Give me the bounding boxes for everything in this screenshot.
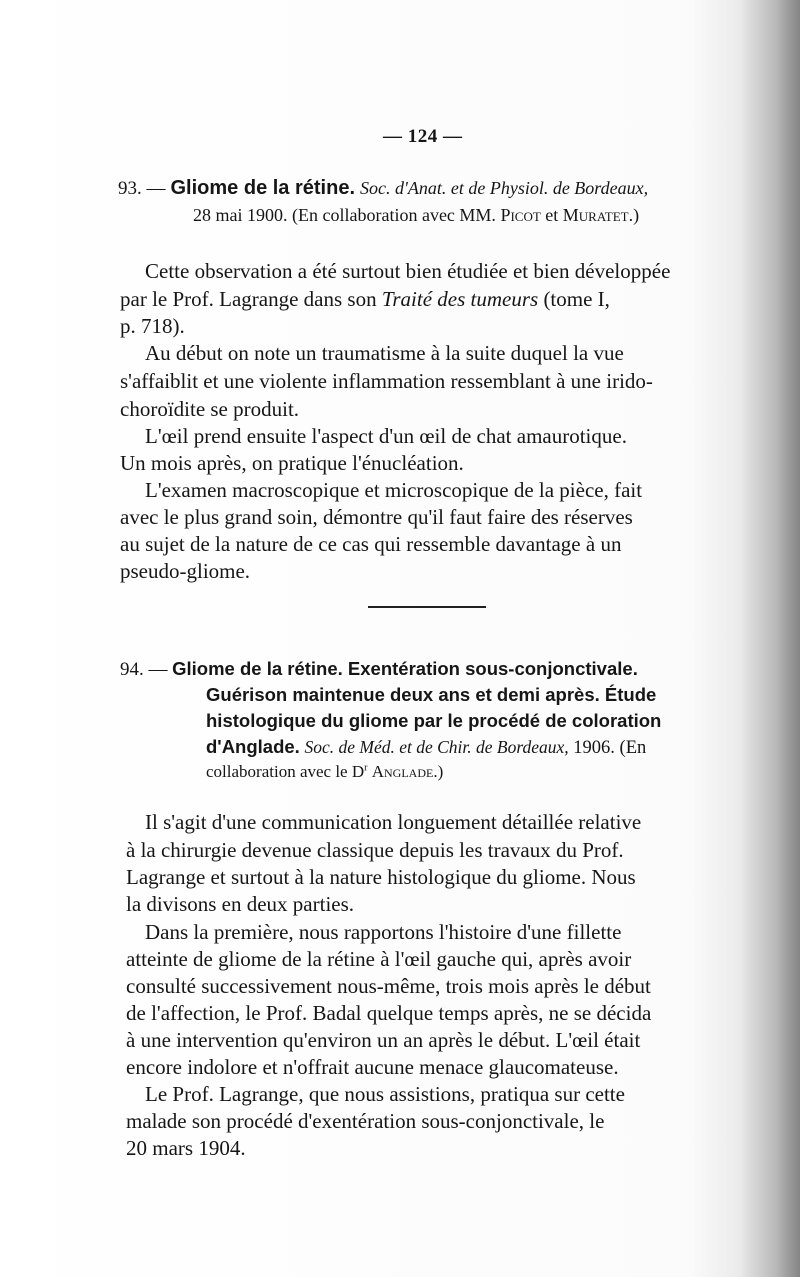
entry-94-number: 94. — (120, 659, 168, 680)
entry-94-collab-sup: r (364, 762, 368, 774)
entry-94-line: 20 mars 1904. (126, 1136, 246, 1160)
entry-93-line: p. 718). (120, 314, 185, 338)
entry-93-line (120, 287, 610, 312)
section-divider (368, 606, 486, 608)
entry-94-line: à une intervention qu'environ un an après le début. L'œil était (126, 1028, 641, 1052)
entry-94-line: encore indolore et n'offrait aucune menace glaucomateuse. (126, 1055, 619, 1079)
entry-93-line: Au début on note un traumatisme à la suite duquel la vue (145, 341, 624, 365)
entry-93-line: s'affaiblit et une violente inflammation ressemblant à une irido- (120, 369, 653, 393)
entry-93-collab-name1: Picot (500, 205, 541, 225)
entry-94-collab-name: Anglade (371, 762, 434, 781)
entry-94-collab (206, 762, 443, 782)
entry-94-year: 1906. (En (573, 738, 647, 758)
entry-93-title: Gliome de la rétine. (170, 177, 356, 199)
entry-93-source: Soc. d'Anat. et de Physiol. de Bordeaux, (360, 178, 649, 198)
entry-94-line: Dans la première, nous rapportons l'histoire d'une fillette (145, 920, 622, 944)
entry-94-line: Il s'agit d'une communication longuement détaillée relative (145, 810, 642, 834)
entry-93-book-title: Traité des tumeurs (381, 287, 539, 311)
entry-94-line: malade son procédé d'exentération sous-conjonctivale, le (126, 1109, 605, 1133)
entry-94-line: atteinte de gliome de la rétine à l'œil gauche qui, après avoir (126, 947, 632, 971)
entry-93-line: L'œil prend ensuite l'aspect d'un œil de chat amaurotique. (145, 424, 627, 448)
entry-93-line: avec le plus grand soin, démontre qu'il faut faire des réserves (120, 505, 633, 529)
entry-93-line-text: par le Prof. Lagrange dans son (120, 287, 377, 311)
entry-94-line: consulté successivement nous-même, trois mois après le début (126, 974, 651, 998)
entry-94-title-line: Guérison maintenue deux ans et demi après. Étude (206, 684, 657, 705)
entry-94-line: de l'affection, le Prof. Badal quelque temps après, ne se décida (126, 1001, 652, 1025)
entry-93-heading (118, 177, 648, 200)
entry-93-collab-prefix: (En collaboration avec MM. (292, 205, 496, 225)
entry-93-line: Un mois après, on pratique l'énucléation. (120, 451, 464, 475)
entry-94-title-line: Gliome de la rétine. Exentération sous-conjonctivale. (172, 658, 638, 679)
entry-93-collab-and: et (545, 205, 559, 225)
entry-94-heading (120, 658, 638, 681)
entry-93-line: au sujet de la nature de ce cas qui ressemble davantage à un (120, 532, 622, 556)
entry-93-line: pseudo-gliome. (120, 559, 251, 583)
entry-93-citation (193, 205, 639, 226)
page-gutter-shadow (740, 0, 800, 1277)
entry-93-collab-suffix: .) (628, 205, 640, 225)
entry-93-line: Cette observation a été surtout bien étudiée et bien développée (145, 259, 671, 283)
page-number: — 124 — (383, 126, 463, 147)
entry-93-line: L'examen macroscopique et microscopique de la pièce, fait (145, 478, 643, 502)
entry-94-line: Lagrange et surtout à la nature histologique du gliome. Nous (126, 865, 636, 889)
entry-94-source: Soc. de Méd. et de Chir. de Bordeaux, (304, 737, 569, 757)
entry-94-line: à la chirurgie devenue classique depuis les travaux du Prof. (126, 838, 624, 862)
entry-93-date: 28 mai 1900. (193, 205, 288, 225)
entry-94-title-line: d'Anglade. (206, 736, 300, 757)
entry-93-line: choroïdite se produit. (120, 397, 300, 421)
entry-94-collab-prefix: collaboration avec le D (206, 762, 365, 781)
entry-94-citation (206, 736, 646, 759)
entry-93-collab-name2: Muratet (562, 205, 629, 225)
entry-94-collab-suffix: .) (433, 762, 444, 781)
entry-93-book-ref: (tome I, (543, 287, 610, 311)
entry-94-line: la divisons en deux parties. (126, 892, 355, 916)
entry-93-number: 93. — (118, 178, 166, 199)
entry-94-title-line: histologique du gliome par le procédé de coloration (206, 710, 662, 731)
entry-94-line: Le Prof. Lagrange, que nous assistions, pratiqua sur cette (145, 1082, 625, 1106)
